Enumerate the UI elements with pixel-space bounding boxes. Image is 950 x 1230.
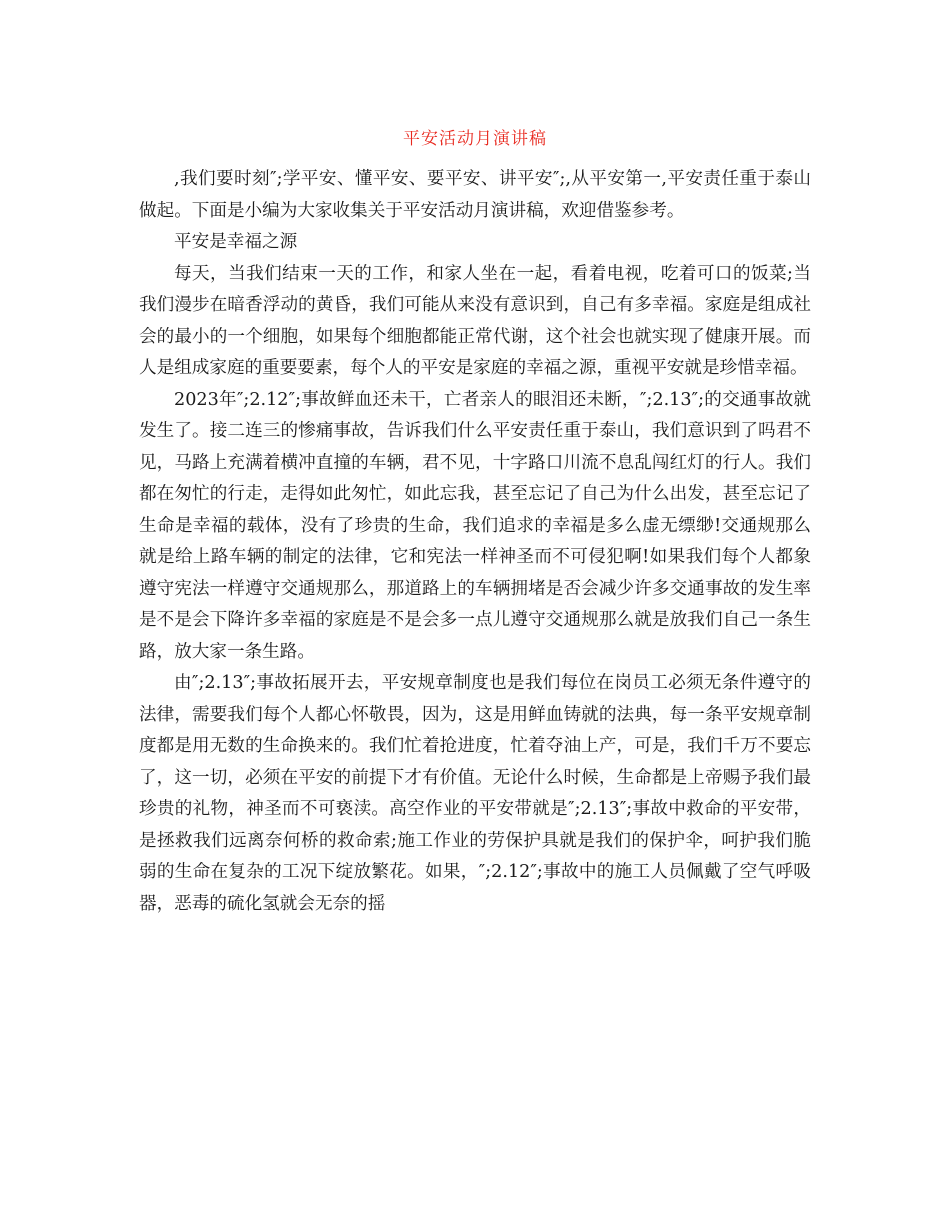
paragraph-happiness: 每天，当我们结束一天的工作，和家人坐在一起，看着电视，吃着可口的饭菜;当我们漫步在暗香浮动的黄昏，我们可能从来没有意识到，自己有多幸福。家庭是组成社会的最小的一个细胞，如果每个细胞都能正常代谢，这个社会也就实现了健康开展。而人是组成家庭的重要要素，每个人的平安是家庭的幸福之源，重视平安就是珍惜幸福。 [139,263,811,378]
document-title: 平安活动月演讲稿 [403,129,547,149]
paragraph-regulations: 由″;2.13″;事故拓展开去，平安规章制度也是我们每位在岗员工必须无条件遵守的法律，需要我们每个人都心怀敬畏，因为，这是用鲜血铸就的法典，每一条平安规章制度都是用无数的生命换来的。我们忙着抢进度，忙着夺油上产，可是，我们千万不要忘了，这一切，必须在平安的前提下才有价值。无论什么时候，生命都是上帝赐予我们最珍贵的礼物，神圣而不可亵渎。高空作业的平安带就是″;2.13″;事故中救命的平安带，是拯救我们远离奈何桥的救命索;施工作业的劳保护具就是我们的保护伞，呵护我们脆弱的生命在复杂的工况下绽放繁花。如果，″;2.12″;事故中的施工人员佩戴了空气呼吸器，恶毒的硫化氢就会无奈的摇 [139,673,811,914]
document-body [139,164,811,920]
paragraph-intro: ,我们要时刻″;学平安、懂平安、要平安、讲平安″;,从平安第一,平安责任重于泰山做起。下面是小编为大家收集关于平安活动月演讲稿，欢迎借鉴参考。 [139,169,811,221]
paragraph-heading: 平安是幸福之源 [174,232,298,252]
paragraph-traffic: 2023年″;2.12″;事故鲜血还未干，亡者亲人的眼泪还未断，″;2.13″;的交通事故就发生了。接二连三的惨痛事故，告诉我们什么平安责任重于泰山，我们意识到了吗君不见，马路上充满着横冲直撞的车辆，君不见，十字路口川流不息乱闯红灯的行人。我们都在匆忙的行走，走得如此匆忙，如此忘我，甚至忘记了自己为什么出发，甚至忘记了生命是幸福的载体，没有了珍贵的生命，我们追求的幸福是多么虚无缥缈!交通规那么就是给上路车辆的制定的法律，它和宪法一样神圣而不可侵犯啊!如果我们每个人都象遵守宪法一样遵守交通规那么，那道路上的车辆拥堵是否会减少许多交通事故的发生率是不是会下降许多幸福的家庭是不是会多一点儿遵守交通规那么就是放我们自己一条生路，放大家一条生路。 [139,389,811,662]
